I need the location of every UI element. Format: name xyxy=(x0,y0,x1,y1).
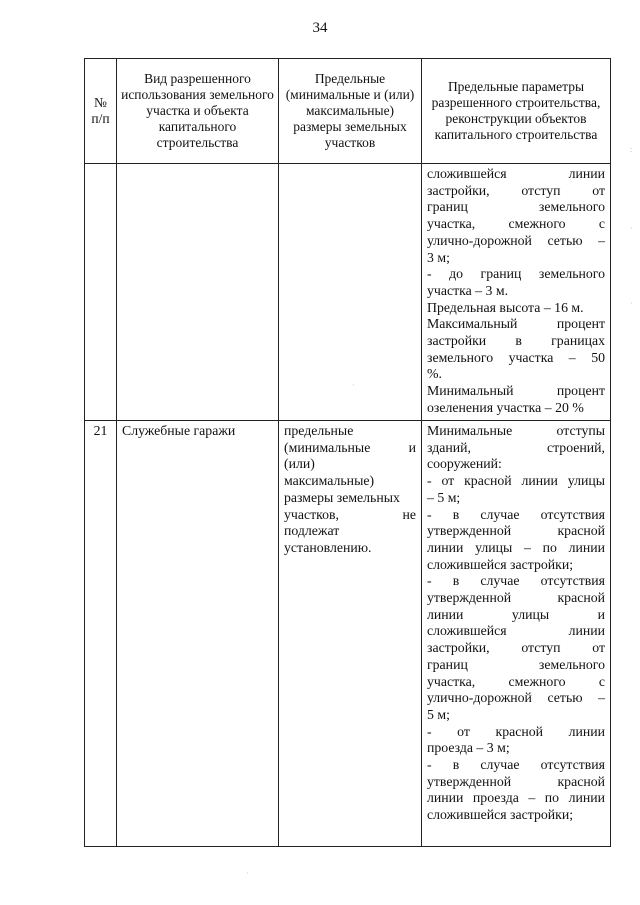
text-line: зданий, строений, xyxy=(427,439,605,455)
text-line: застройки в границах xyxy=(427,333,605,349)
text-line: линии улицы – по линии xyxy=(427,539,605,555)
text-line: - в случае отсутствия xyxy=(427,573,605,589)
cell-params-continuation xyxy=(422,164,611,421)
text-line: - в случае отсутствия xyxy=(427,506,605,522)
margin-mark: : xyxy=(630,145,633,154)
text-line: %. xyxy=(427,366,442,382)
text-line: озеленения участка – 20 % xyxy=(427,399,584,415)
header-use-type: Вид разрешенного использования земельного участка и объекта капитального строительства xyxy=(117,59,279,164)
cell-plot-sizes-empty xyxy=(279,164,422,421)
row-number: 21 xyxy=(93,423,108,438)
text-line: утвержденной красной xyxy=(427,523,605,539)
cell-num xyxy=(85,421,117,847)
header-num: № п/п xyxy=(85,59,117,164)
params-text xyxy=(423,422,609,825)
text-line: земельного участка – 50 xyxy=(427,349,605,365)
use-type-text: Служебные гаражи xyxy=(122,423,236,438)
text-line: Минимальный процент xyxy=(427,383,605,399)
text-line: линии проезда – по линии xyxy=(427,790,605,806)
text-line: - от красной линии улицы xyxy=(427,473,605,489)
text-line: – 5 м; xyxy=(427,489,461,505)
plot-sizes-text xyxy=(280,422,420,558)
table-row-21 xyxy=(85,421,611,847)
text-line: утвержденной красной xyxy=(427,590,605,606)
text-line: - в случае отсутствия xyxy=(427,757,605,773)
text-line: 5 м; xyxy=(427,706,450,722)
text-line: участка, смежного с xyxy=(427,673,605,689)
text-line: линии улицы и xyxy=(427,606,605,622)
text-line: границ земельного xyxy=(427,656,605,672)
cell-num-empty xyxy=(85,164,117,421)
page-number: 34 xyxy=(312,20,328,36)
margin-mark: · xyxy=(630,224,633,233)
text-line: 3 м; xyxy=(427,249,450,265)
text-line: улично-дорожной сетью – xyxy=(427,232,605,248)
header-params: Предельные параметры разрешенного строительства, реконструкции объектов капитального строительства xyxy=(422,59,611,164)
text-line: (или) xyxy=(284,456,315,472)
scan-speck: · xyxy=(246,869,249,878)
text-line: - до границ земельного xyxy=(427,266,605,282)
text-line: подлежат xyxy=(284,523,340,539)
text-line: границ земельного xyxy=(427,199,605,215)
text-line: - от красной линии xyxy=(427,723,605,739)
cell-plot-sizes xyxy=(279,421,422,847)
text-line: Предельная высота – 16 м. xyxy=(427,299,584,315)
text-line: установлению. xyxy=(284,539,372,555)
text-line: застройки, отступ от xyxy=(427,640,605,656)
cell-use-type-empty xyxy=(117,164,279,421)
table-row-continuation xyxy=(85,164,611,421)
text-line: Минимальные отступы xyxy=(427,423,605,438)
text-line: проезда – 3 м; xyxy=(427,740,510,756)
table-header-row xyxy=(85,59,611,164)
scan-speck: · xyxy=(352,381,355,390)
text-line: сооружений: xyxy=(427,456,502,472)
text-line: максимальные) xyxy=(284,473,375,489)
text-line: размеры земельных xyxy=(284,489,400,505)
text-line: сложившейся линии xyxy=(427,623,605,639)
cell-use-type xyxy=(117,421,279,847)
text-line: сложившейся линии xyxy=(427,166,605,181)
text-line: сложившейся застройки; xyxy=(427,556,574,572)
text-line: сложившейся застройки; xyxy=(427,807,574,823)
text-line: застройки, отступ от xyxy=(427,182,605,198)
text-line: утвержденной красной xyxy=(427,773,605,789)
params-text xyxy=(423,165,609,418)
text-line: предельные xyxy=(284,423,354,438)
regulations-table xyxy=(84,58,611,847)
text-line: участка, смежного с xyxy=(427,216,605,232)
text-line: участков, не xyxy=(284,506,416,522)
margin-mark: · xyxy=(630,299,633,308)
text-line: Максимальный процент xyxy=(427,316,605,332)
text-line: (минимальные и xyxy=(284,439,416,455)
cell-params xyxy=(422,421,611,847)
header-plot-sizes: Предельные (минимальные и (или) максимальные) размеры земельных участков xyxy=(279,59,422,164)
text-line: улично-дорожной сетью – xyxy=(427,690,605,706)
text-line: участка – 3 м. xyxy=(427,282,509,298)
